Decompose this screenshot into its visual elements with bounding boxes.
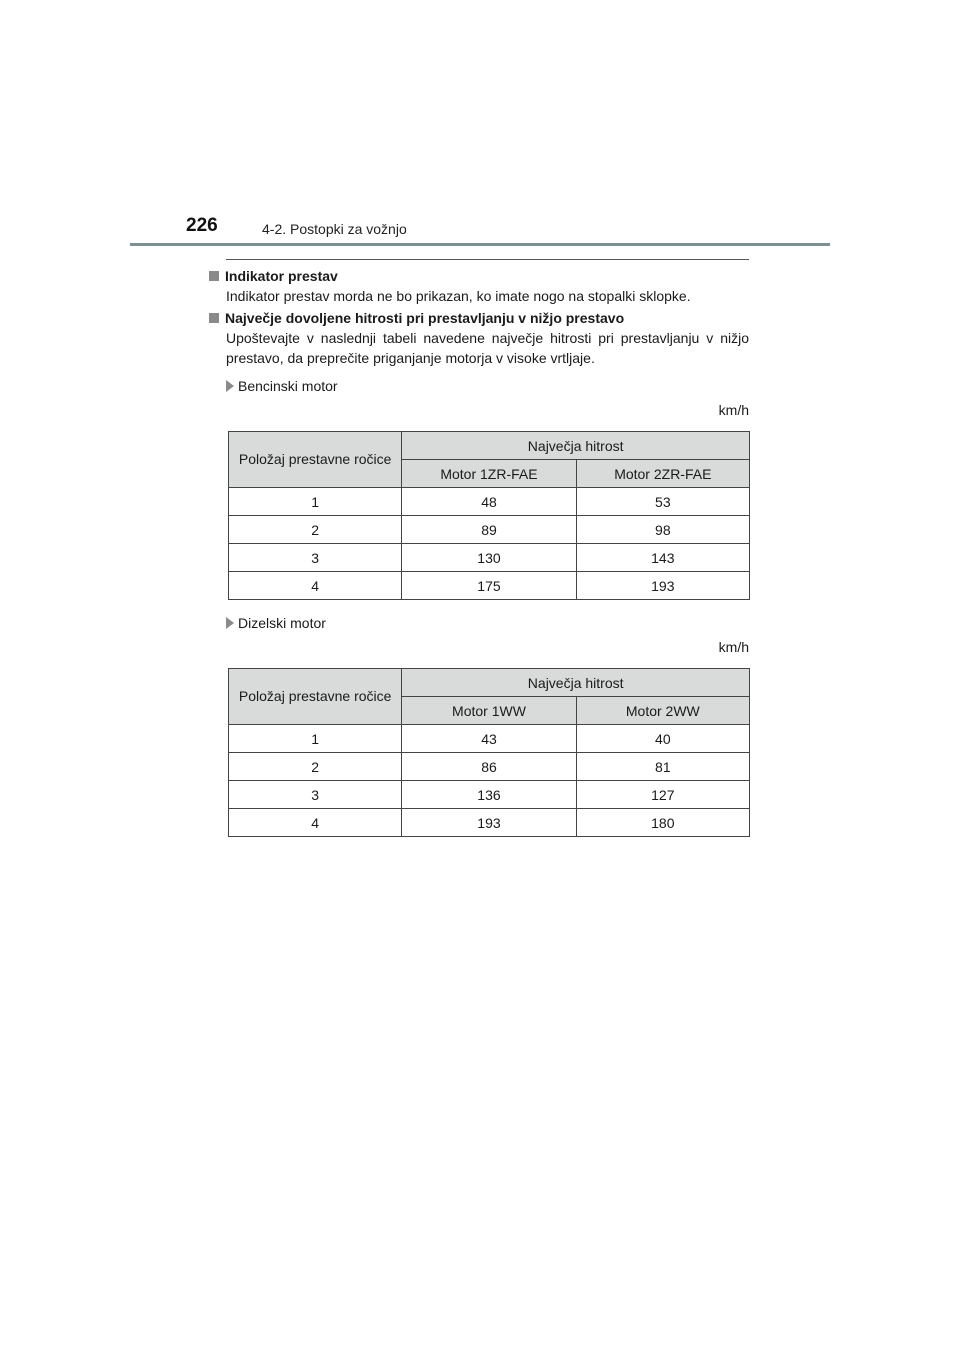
petrol-engine-label (209, 376, 749, 396)
max-speeds-text: Upoštevajte v naslednji tabeli navedene največje hitrosti pri prestavljanju v nižjo prestavo, da preprečite priganjanje motorja v visoke vrtljaje. (226, 330, 749, 366)
table-row (229, 544, 750, 572)
gear-cell: 2 (229, 516, 402, 544)
table-row (229, 572, 750, 600)
gear-cell: 2 (229, 753, 402, 781)
gear-cell: 1 (229, 488, 402, 516)
speed-cell: 89 (402, 516, 576, 544)
speed-cell: 53 (576, 488, 749, 516)
speed-cell: 180 (576, 809, 749, 837)
table-row (229, 809, 750, 837)
unit-label: km/h (718, 639, 749, 655)
speed-cell: 98 (576, 516, 749, 544)
table-row (229, 753, 750, 781)
heading-max-speeds (209, 308, 749, 328)
diesel-engine-label (209, 613, 749, 633)
speed-cell: 143 (576, 544, 749, 572)
max-speed-header: Največja hitrost (402, 669, 750, 697)
speed-cell: 193 (576, 572, 749, 600)
speed-cell: 193 (402, 809, 576, 837)
gear-cell: 4 (229, 809, 402, 837)
gear-cell: 4 (229, 572, 402, 600)
unit-label: km/h (718, 402, 749, 418)
engine-header: Motor 1ZR-FAE (402, 460, 576, 488)
speed-cell: 48 (402, 488, 576, 516)
square-bullet-icon (209, 313, 219, 323)
engine-header: Motor 2WW (576, 697, 749, 725)
content-rule (226, 259, 749, 260)
heading-text: Indikator prestav (225, 268, 338, 284)
table-row (229, 516, 750, 544)
triangle-bullet-icon (226, 617, 234, 629)
speed-cell: 136 (402, 781, 576, 809)
table-row (229, 725, 750, 753)
gear-cell: 1 (229, 725, 402, 753)
gear-cell: 3 (229, 544, 402, 572)
speed-cell: 40 (576, 725, 749, 753)
sub-item-text: Bencinski motor (238, 378, 338, 394)
sub-item-text: Dizelski motor (238, 615, 326, 631)
engine-header: Motor 1WW (402, 697, 576, 725)
heading-gear-indicator (209, 266, 749, 286)
section-title: 4-2. Postopki za vožnjo (262, 221, 407, 237)
speed-cell: 175 (402, 572, 576, 600)
table-row (229, 781, 750, 809)
table-row (229, 488, 750, 516)
gear-indicator-text: Indikator prestav morda ne bo prikazan, ko imate nogo na stopalki sklopke. (226, 288, 691, 304)
speed-cell: 81 (576, 753, 749, 781)
speed-cell: 86 (402, 753, 576, 781)
speed-cell: 43 (402, 725, 576, 753)
page-number: 226 (186, 215, 218, 236)
speed-cell: 130 (402, 544, 576, 572)
petrol-speed-table (228, 431, 750, 600)
diesel-speed-table (228, 668, 750, 837)
square-bullet-icon (209, 271, 219, 281)
gear-position-header: Položaj prestavne ročice (229, 669, 402, 725)
triangle-bullet-icon (226, 380, 234, 392)
engine-header: Motor 2ZR-FAE (576, 460, 749, 488)
max-speed-header: Največja hitrost (402, 432, 750, 460)
gear-position-header: Položaj prestavne ročice (229, 432, 402, 488)
gear-cell: 3 (229, 781, 402, 809)
header-rule (130, 243, 830, 246)
heading-text: Največje dovoljene hitrosti pri prestavljanju v nižjo prestavo (225, 310, 625, 326)
speed-cell: 127 (576, 781, 749, 809)
page-content (209, 266, 749, 837)
